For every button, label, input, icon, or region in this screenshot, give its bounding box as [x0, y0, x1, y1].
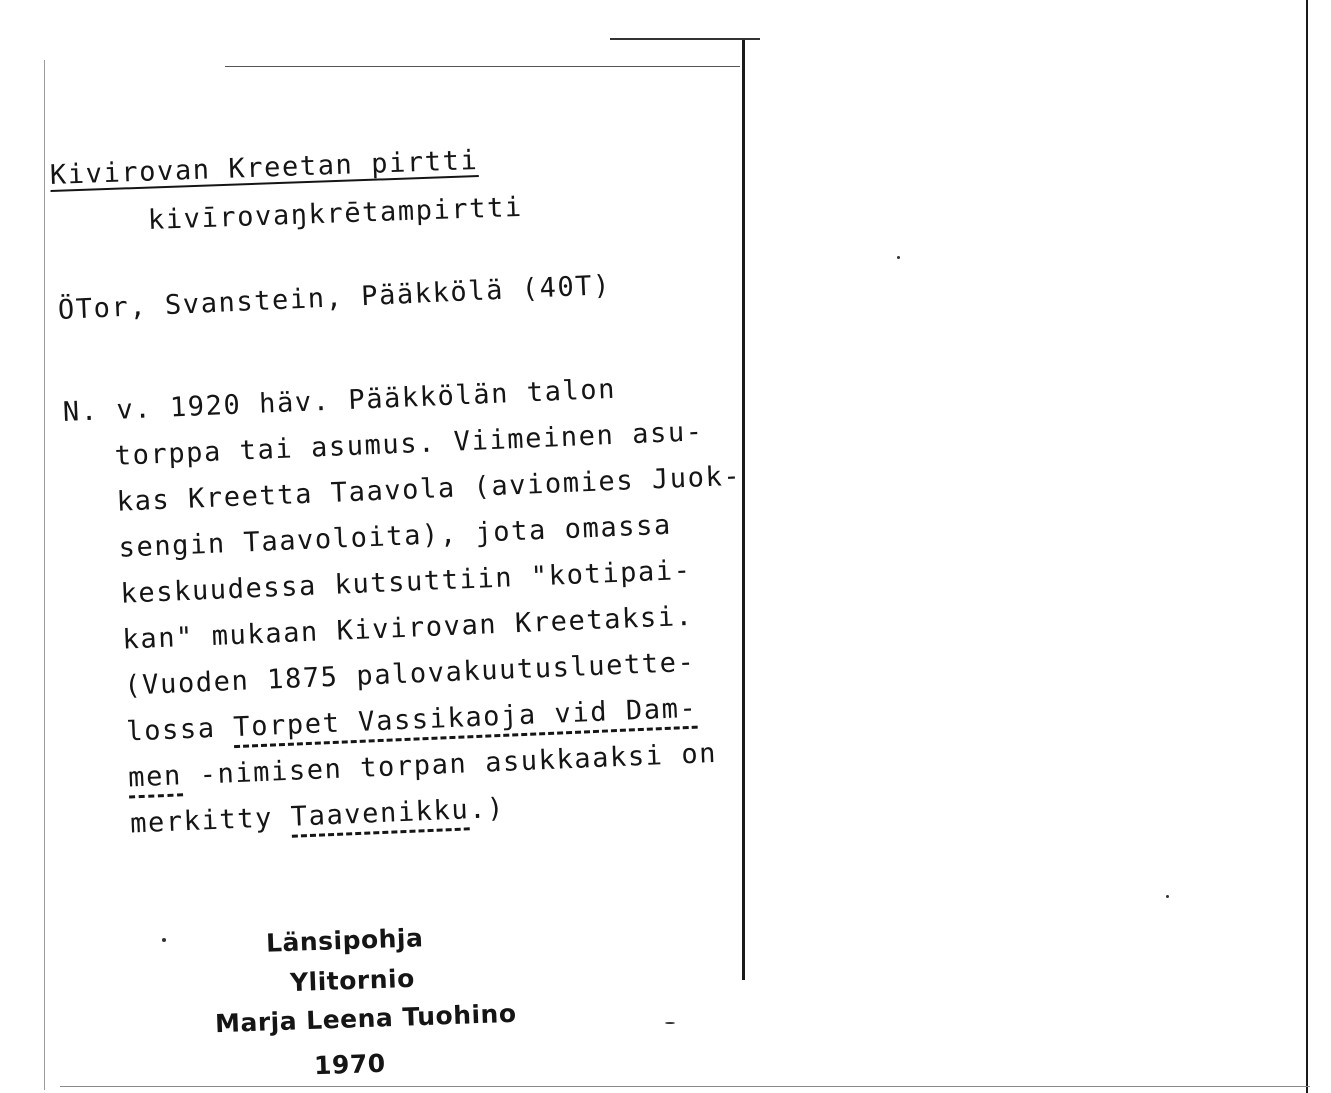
ink-speck: [1166, 895, 1169, 898]
ink-speck: [665, 1022, 675, 1024]
body-line-6: kan" mukaan Kivirovan Kreetaksi.: [121, 600, 695, 656]
card-left-edge: [44, 60, 45, 1090]
body-line-2: torppa tai asumus. Viimeinen asu-: [114, 416, 705, 472]
informant-line: ÖTor, Svanstein, Pääkkölä (40T): [57, 269, 612, 326]
body-line-5: keskuudessa kutsuttiin "kotipai-: [119, 554, 693, 610]
ink-speck: [162, 938, 166, 942]
stamp-parish: Ylitornio: [289, 963, 416, 998]
ink-speck: [897, 256, 900, 259]
card-bottom-edge: [60, 1086, 1310, 1087]
underlined-source-name-end: men: [128, 760, 183, 798]
body-line-4: sengin Taavoloita), jota omassa: [118, 509, 673, 564]
body-line-1: N. v. 1920 häv. Pääkkölän talon: [62, 373, 617, 428]
stamp-collector: Marja Leena Tuohino: [214, 998, 517, 1039]
page-right-edge: [1306, 0, 1308, 1093]
body-line-7: (Vuoden 1875 palovakuutusluette-: [123, 646, 696, 702]
body-line-10-post: .): [468, 792, 506, 826]
stamp-region: Länsipohja: [265, 923, 424, 958]
card-top-edge-fragment: [610, 38, 760, 40]
body-line-10-pre: merkitty: [129, 801, 292, 840]
phonetic-transcription: kivīrovaŋkrētampirtti: [147, 191, 524, 236]
body-line-9-post: -nimisen torpan asukkaaksi on: [181, 737, 718, 792]
underlined-resident-name: Taavenikku: [290, 794, 470, 837]
stamp-year: 1970: [313, 1048, 387, 1081]
card-top-edge: [225, 66, 740, 67]
body-line-3: kas Kreetta Taavola (aviomies Juok-: [116, 460, 742, 518]
body-line-8-pre: lossa: [125, 712, 235, 748]
place-name-heading: Kivirovan Kreetan pirtti: [49, 145, 479, 191]
underlined-source-name: Torpet Vassikaoja vid Dam-: [233, 693, 698, 748]
description-text: [62, 361, 781, 850]
